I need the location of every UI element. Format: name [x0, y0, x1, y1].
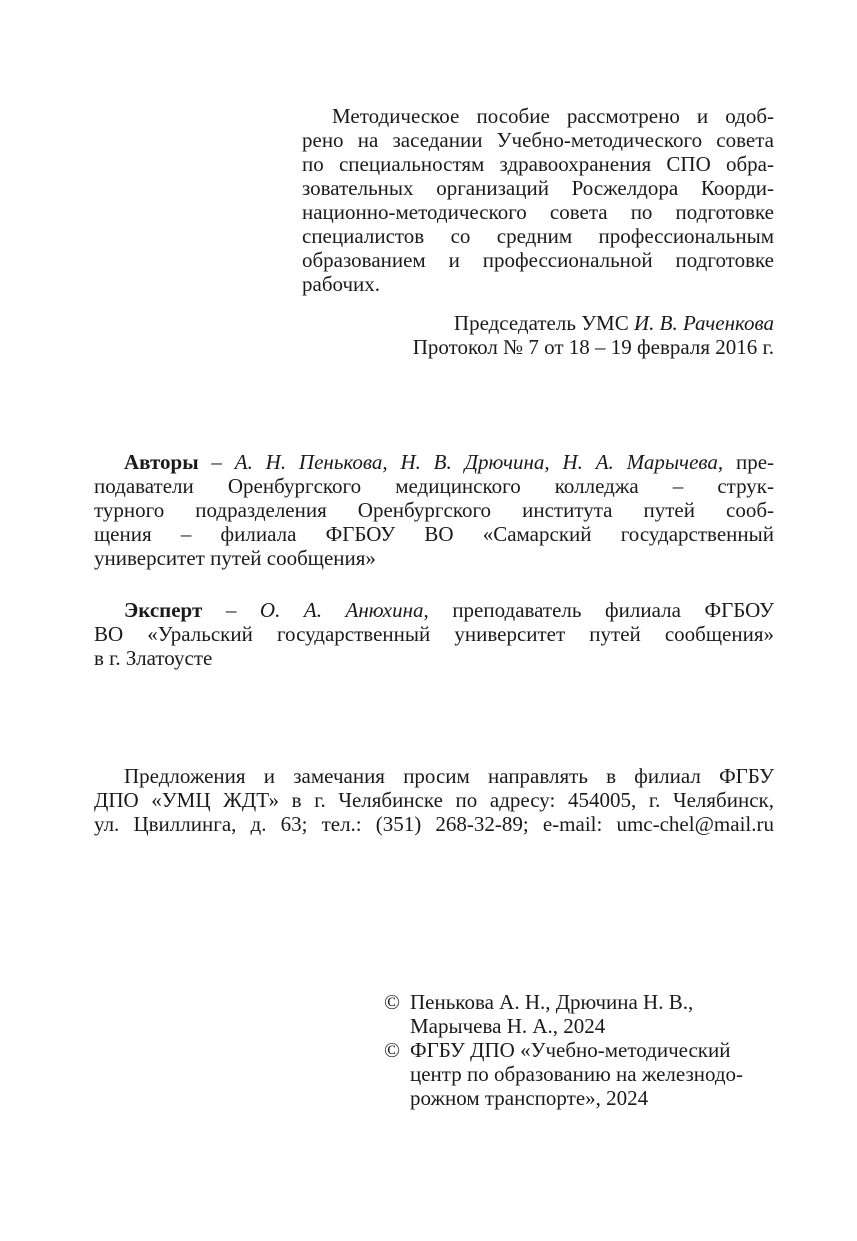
approval-line: рено на заседании Учебно-методического совета	[302, 128, 774, 152]
proposals-line: ДПО «УМЦ ЖДТ» в г. Челябинске по адресу: 454005, г. Челябинск,	[94, 788, 774, 812]
authors-names: А. Н. Пенькова, Н. В. Дрючина, Н. А. Марычева,	[234, 450, 724, 474]
protocol-line: Протокол № 7 от 18 – 19 февраля 2016 г.	[412, 335, 774, 359]
copyright-line: ФГБУ ДПО «Учебно-методический	[410, 1038, 731, 1062]
proposals-line: ул. Цвиллинга, д. 63; тел.: (351) 268-32-89; e-mail: umc-chel@mail.ru	[94, 812, 774, 836]
copyright-text	[410, 990, 693, 1038]
approval-signature	[302, 311, 774, 359]
approval-line: Методическое пособие рассмотрено и одоб-	[332, 104, 774, 128]
expert-line: ВО «Уральский государственный университет путей сообщения»	[94, 622, 774, 646]
copyright-block	[384, 990, 784, 1110]
approval-line: образованием и профессиональной подготовке	[302, 248, 774, 272]
expert-name: О. А. Анюхина	[259, 598, 424, 622]
approval-line: специалистов со средним профессиональным	[302, 224, 774, 248]
authors-line: подаватели Оренбургского медицинского колледжа – струк-	[94, 474, 774, 498]
proposals-line: Предложения и замечания просим направлять в филиал ФГБУ	[124, 764, 774, 788]
copyright-text	[410, 1038, 743, 1110]
approval-paragraph	[302, 104, 774, 296]
copyright-line: Марычева Н. А., 2024	[410, 1014, 606, 1038]
chair-name: И. В. Раченкова	[634, 311, 774, 335]
proposals-paragraph	[94, 764, 774, 836]
copyright-item-authors	[384, 990, 784, 1038]
authors-first-line	[94, 450, 774, 474]
authors-paragraph	[94, 450, 774, 570]
copyright-line: Пенькова А. Н., Дрючина Н. В.,	[410, 990, 694, 1014]
approval-line: по специальностям здравоохранения СПО обра-	[302, 152, 774, 176]
expert-label: Эксперт	[124, 598, 203, 622]
copyright-sign: ©	[384, 1038, 400, 1062]
copyright-line: центр по образованию на железнодо-	[410, 1062, 744, 1086]
expert-paragraph	[94, 598, 774, 670]
approval-line: зовательных организаций Росжелдора Коорди-	[302, 176, 774, 200]
expert-line: в г. Златоусте	[94, 646, 213, 670]
chair-line	[302, 311, 774, 335]
approval-line: рабочих.	[302, 272, 381, 296]
copyright-item-publisher	[384, 1038, 784, 1110]
copyright-line: рожном транспорте», 2024	[410, 1086, 649, 1110]
authors-label: Авторы	[124, 450, 199, 474]
authors-line: турного подразделения Оренбургского института путей сооб-	[94, 498, 774, 522]
expert-first-line	[94, 598, 774, 622]
authors-line1-rest: пре-	[723, 450, 775, 474]
expert-dash: –	[202, 598, 260, 622]
authors-dash: –	[198, 450, 235, 474]
expert-line1-rest: , преподаватель филиала ФГБОУ	[423, 598, 774, 622]
approval-line: национно-методического совета по подготовке	[302, 200, 774, 224]
chair-prefix: Председатель УМС	[453, 311, 629, 335]
authors-line: щения – филиала ФГБОУ ВО «Самарский государственный	[94, 522, 774, 546]
copyright-sign: ©	[384, 990, 400, 1014]
authors-line: университет путей сообщения»	[94, 546, 376, 570]
